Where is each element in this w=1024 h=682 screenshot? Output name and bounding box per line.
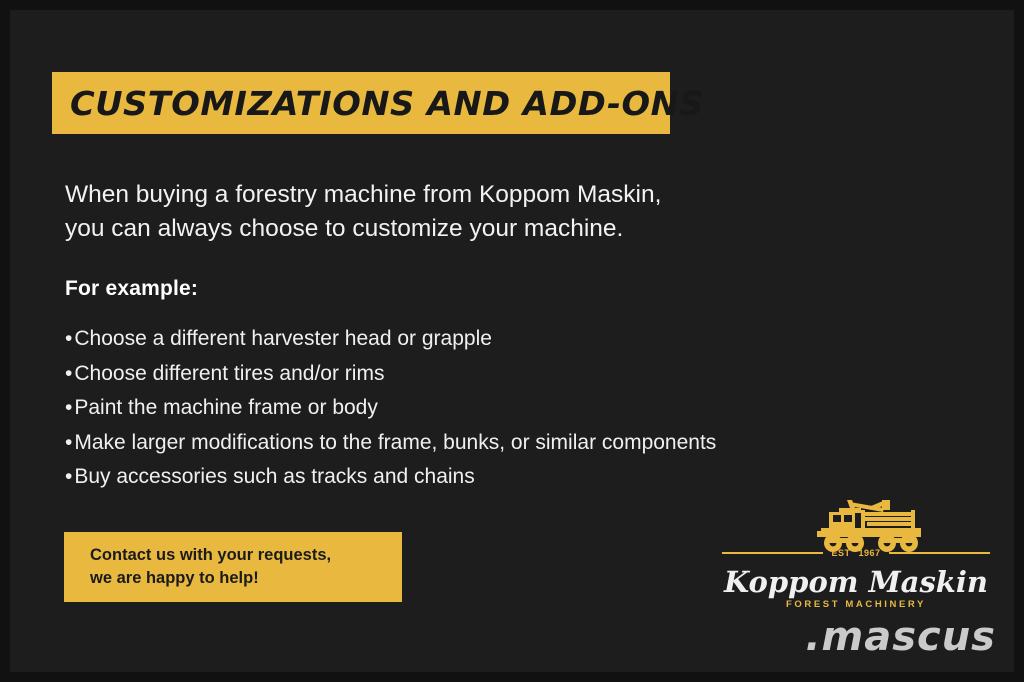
logo-brand-name: Koppom Maskin bbox=[723, 565, 988, 599]
list-item bbox=[65, 391, 895, 426]
watermark-prefix: . bbox=[805, 614, 822, 660]
list-item-label: Choose a different harvester head or grapple bbox=[74, 327, 492, 350]
list-item bbox=[65, 357, 895, 392]
feature-bullet-list bbox=[65, 322, 895, 495]
cta-line-2: we are happy to help! bbox=[90, 569, 259, 587]
intro-line-2: you can always choose to customize your machine. bbox=[65, 215, 624, 242]
logo-rule-left bbox=[722, 552, 823, 554]
example-heading: For example: bbox=[65, 277, 199, 300]
intro-line-1: When buying a forestry machine from Koppom Maskin, bbox=[65, 181, 662, 208]
watermark-text: mascus bbox=[821, 614, 996, 660]
list-item-label: Paint the machine frame or body bbox=[74, 396, 378, 419]
list-item-label: Choose different tires and/or rims bbox=[74, 361, 385, 385]
mascus-watermark bbox=[805, 614, 996, 660]
bullet-dot-icon: • bbox=[65, 361, 73, 385]
list-item bbox=[65, 460, 895, 495]
established-row bbox=[722, 548, 990, 558]
est-year: 1967 bbox=[858, 548, 881, 558]
list-item-label: Buy accessories such as tracks and chains bbox=[74, 465, 475, 488]
list-item bbox=[65, 426, 895, 461]
intro-paragraph bbox=[65, 178, 845, 246]
logo-tagline: FOREST MACHINERY bbox=[786, 599, 926, 610]
page-title: CUSTOMIZATIONS AND ADD-ONS bbox=[70, 83, 705, 123]
bullet-dot-icon: • bbox=[65, 396, 73, 419]
bullet-dot-icon: • bbox=[65, 430, 73, 454]
bullet-dot-icon: • bbox=[65, 465, 73, 488]
bullet-dot-icon: • bbox=[65, 327, 73, 350]
est-label: EST bbox=[831, 548, 851, 558]
forestry-machine-icon bbox=[722, 498, 990, 554]
list-item-label: Make larger modifications to the frame, bunks, or similar components bbox=[74, 430, 717, 454]
logo-rule-right bbox=[889, 552, 990, 554]
cta-line-1: Contact us with your requests, bbox=[90, 546, 332, 564]
list-item bbox=[65, 322, 895, 357]
title-banner bbox=[52, 72, 705, 134]
contact-cta-button[interactable] bbox=[64, 532, 402, 602]
koppom-maskin-logo bbox=[722, 498, 990, 610]
